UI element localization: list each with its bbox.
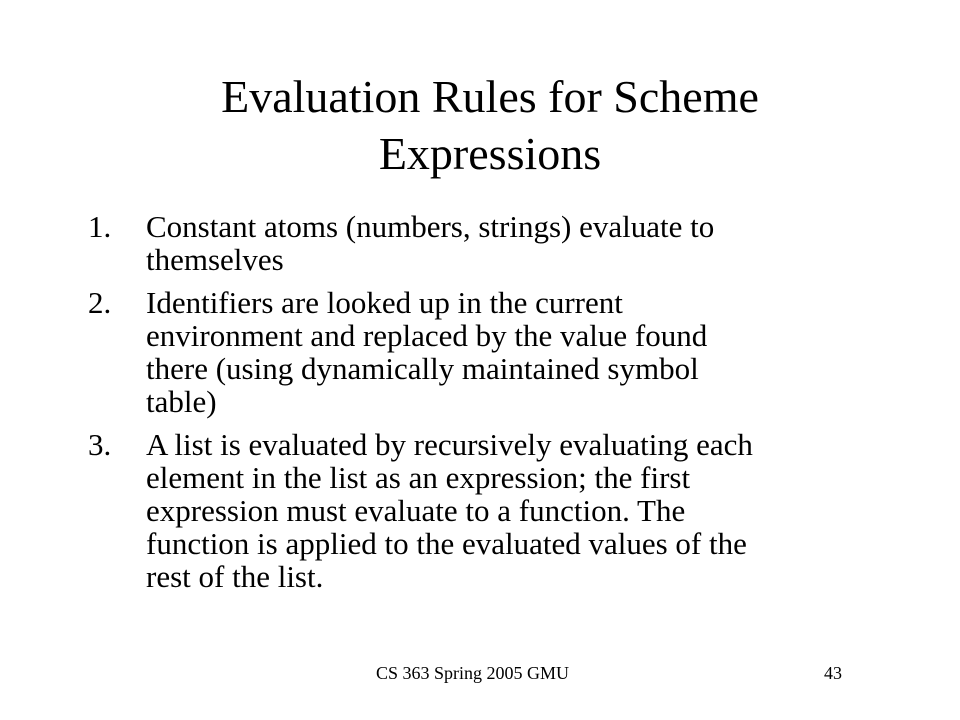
rule-item [88, 286, 888, 418]
rules-list [88, 210, 888, 603]
rule-number: 3. [88, 427, 112, 462]
slide-title: Evaluation Rules for Scheme Expressions [221, 71, 759, 179]
rule-text: Constant atoms (numbers, strings) evaluate to themselves [146, 209, 715, 277]
rule-number: 2. [88, 285, 112, 320]
rule-text: Identifiers are looked up in the current environment and replaced by the value found there (using dynamically maintained symbol table) [146, 285, 708, 419]
rule-item [88, 210, 888, 276]
rule-number: 1. [88, 209, 112, 244]
rule-item [88, 428, 888, 593]
rule-text: A list is evaluated by recursively evaluating each element in the list as an expression; the first expression must evaluate to a function. The function is applied to the evaluated values of the rest of the list. [146, 427, 753, 594]
footer-course: CS 363 Spring 2005 GMU [376, 663, 570, 683]
footer-page-number: 43 [824, 663, 842, 683]
